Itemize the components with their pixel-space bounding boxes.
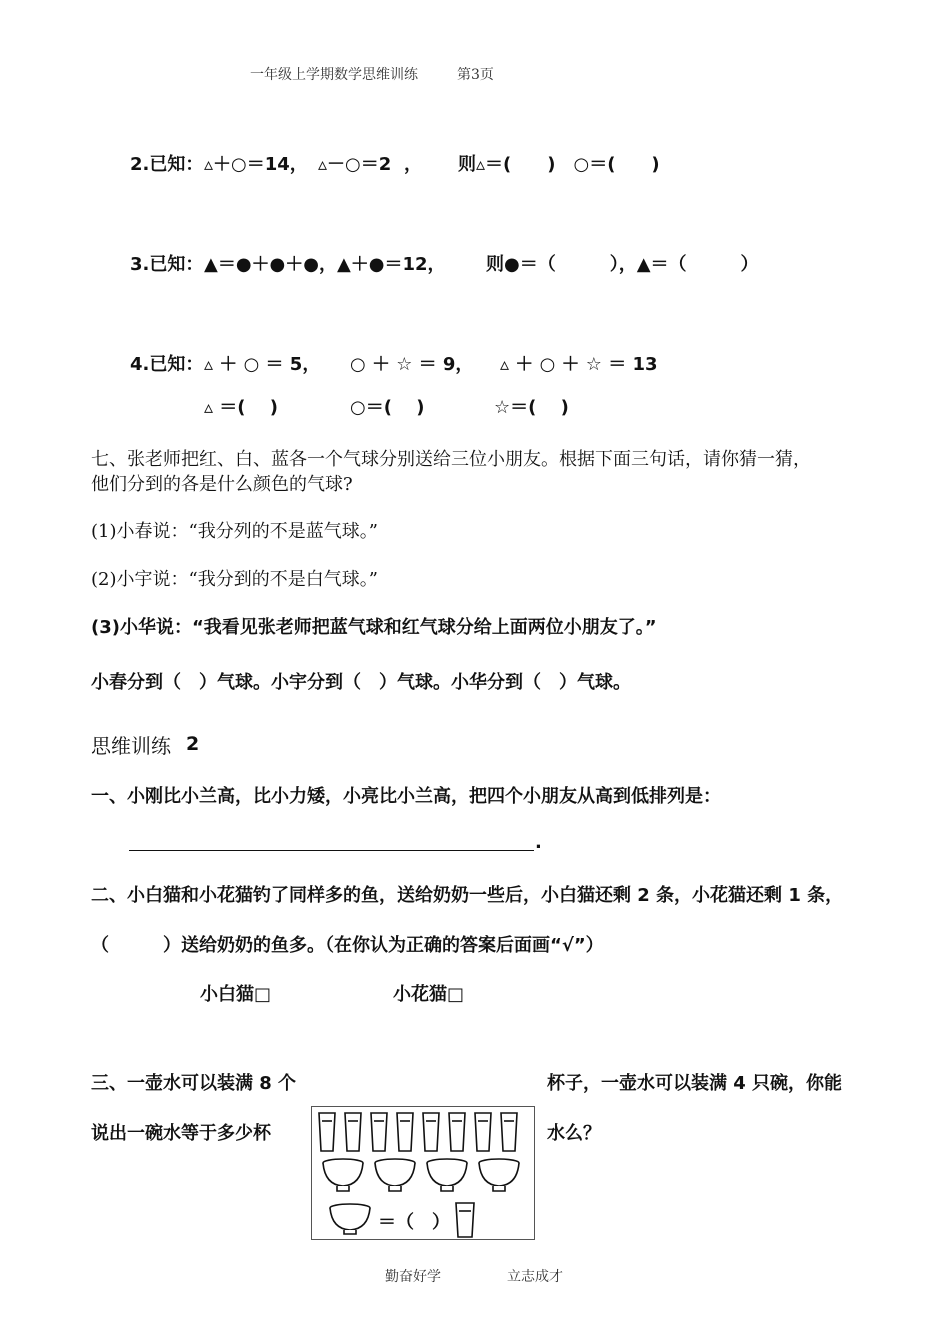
cup-icon <box>501 1113 517 1151</box>
q3-answer: 则●＝（ ），▲＝（ ） <box>486 254 759 275</box>
statement-3: (3)小华说：“我看见张老师把蓝气球和红气球分给上面两位小朋友了。” <box>91 617 657 638</box>
training2-title: 思维训练 <box>91 734 171 758</box>
cup-icon <box>456 1203 474 1237</box>
footer-left: 勤奋好学 <box>385 1269 441 1285</box>
q2-equation-1: ▵＋○＝14， <box>204 154 308 175</box>
cup-icon <box>475 1113 491 1151</box>
problem-3-right-line2: 水么？ <box>547 1123 601 1144</box>
q2-comma: ， <box>404 154 422 175</box>
answer-blank-line[interactable] <box>129 850 534 851</box>
option-white-cat[interactable]: 小白猫□ <box>200 984 272 1005</box>
cup-icon <box>397 1113 413 1151</box>
bowl-icon <box>330 1204 370 1234</box>
q4-answer-triangle: ▵ ＝( ) <box>204 397 279 418</box>
answer-line-end: . <box>535 832 542 853</box>
section7-answer: 小春分到（ ）气球。小宇分到（ ）气球。小华分到（ ）气球。 <box>91 672 631 693</box>
cup-icon <box>319 1113 335 1151</box>
problem-1-text: 一、小刚比小兰高，比小力矮，小亮比小兰高，把四个小朋友从高到低排列是： <box>91 786 721 807</box>
cups-bowls-figure <box>311 1106 535 1240</box>
cup-icon <box>449 1113 465 1151</box>
section7-intro-line1: 七、张老师把红、白、蓝各一个气球分别送给三位小朋友。根据下面三句话，请你猜一猜， <box>91 449 811 470</box>
q2-answer: 则▵＝( ) ○＝( ) <box>458 154 660 175</box>
q4-equation-3: ▵ ＋ ○ ＋ ☆ ＝ 13 <box>500 354 658 375</box>
problem-2-line1: 二、小白猫和小花猫钓了同样多的鱼，送给奶奶一些后，小白猫还剩 2 条，小花猫还剩 1 条， <box>91 885 844 906</box>
header-title: 一年级上学期数学思维训练 <box>250 67 418 83</box>
bowl-icon <box>323 1159 363 1191</box>
statement-2: (2)小宇说：“我分到的不是白气球。” <box>91 569 378 590</box>
q4-equation-2: ○ ＋ ☆ ＝ 9， <box>350 354 474 375</box>
q4-answer-star: ☆＝( ) <box>494 397 569 418</box>
q4-answer-circle: ○＝( ) <box>350 397 425 418</box>
cup-icon <box>371 1113 387 1151</box>
problem-2-line2: （ ）送给奶奶的鱼多。（在你认为正确的答案后面画“√”） <box>91 935 604 956</box>
problem-3-left-line1: 三、一壶水可以装满 8 个 <box>91 1073 297 1094</box>
figure-equation: ＝（ ） <box>378 1212 450 1233</box>
cup-icon <box>423 1113 439 1151</box>
footer-right: 立志成才 <box>507 1269 563 1285</box>
training2-number: 2 <box>186 733 200 755</box>
q3-equation: ▲＝●＋●＋●，▲＋●＝12， <box>204 254 446 275</box>
bowl-icon <box>427 1159 467 1191</box>
option-flower-cat[interactable]: 小花猫□ <box>393 984 465 1005</box>
q4-equation-1: ▵ ＋ ○ ＝ 5， <box>204 354 321 375</box>
cup-icon <box>345 1113 361 1151</box>
problem-3-left-line2: 说出一碗水等于多少杯 <box>91 1123 271 1144</box>
q2-label: 2.已知： <box>130 154 204 175</box>
q4-label: 4.已知： <box>130 354 204 375</box>
bowl-icon <box>375 1159 415 1191</box>
bowl-icon <box>479 1159 519 1191</box>
page-number: 第3页 <box>457 67 494 83</box>
section7-intro-line2: 他们分到的各是什么颜色的气球? <box>91 474 353 495</box>
q3-label: 3.已知： <box>130 254 204 275</box>
statement-1: (1)小春说：“我分列的不是蓝气球。” <box>91 521 378 542</box>
q2-equation-2: ▵－○＝2 <box>318 154 392 175</box>
problem-3-right-line1: 杯子，一壶水可以装满 4 只碗，你能 <box>547 1073 843 1094</box>
